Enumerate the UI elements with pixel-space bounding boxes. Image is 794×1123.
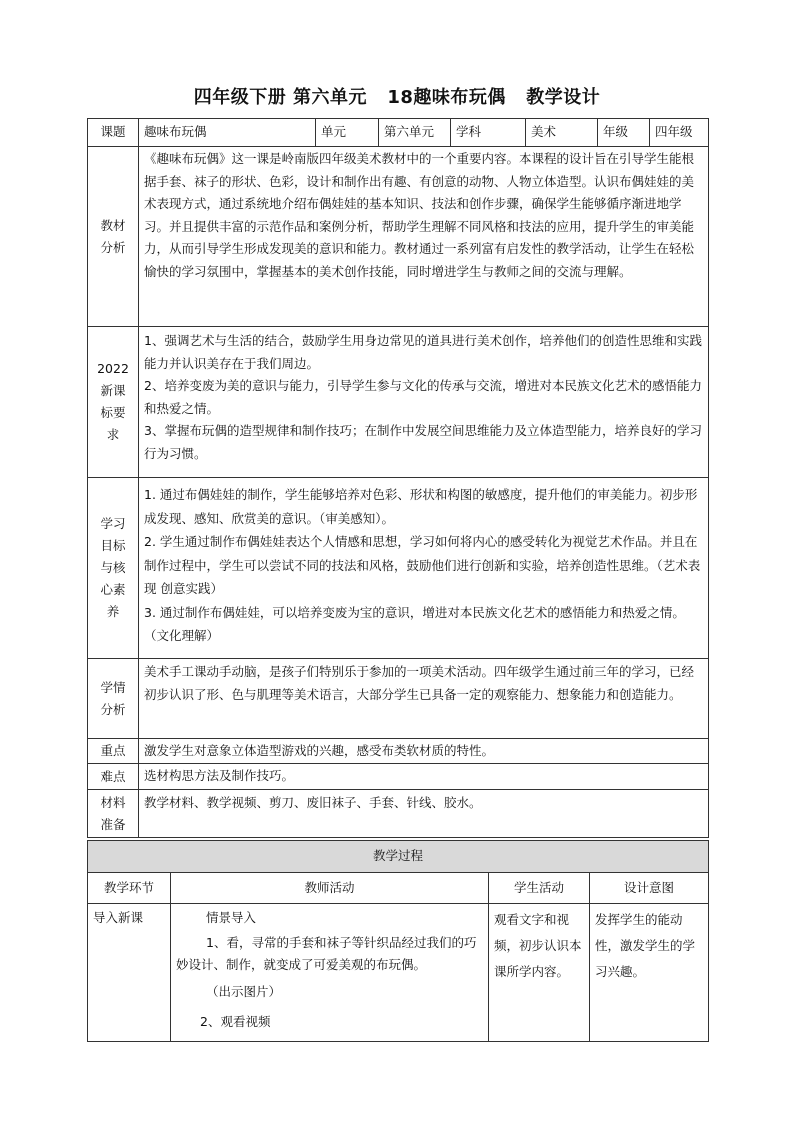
process-heading: 教学过程	[88, 841, 709, 873]
curriculum-standard-text	[139, 327, 709, 478]
difficulty-label: 难点	[88, 764, 139, 790]
subject-label: 学科	[451, 119, 526, 147]
grade-value: 四年级	[650, 119, 709, 147]
standard-item: 3、掌握布玩偶的造型规律和制作技巧；在制作中发展空间思维能力及立体造型能力，培养良好的学习行为习惯。	[144, 423, 702, 461]
topic-label: 课题	[88, 119, 139, 147]
goal-item: 2. 学生通过制作布偶娃娃表达个人情感和思想，学习如何将内心的感受转化为视觉艺术作品。并且在制作过程中，学生可以尝试不同的技法和风格，鼓励他们进行创新和实验，培养创造性思维。（艺术表现 创意实践）	[144, 534, 701, 596]
teacher-line-2: 1、看，寻常的手套和袜子等针织品经过我们的巧妙设计、制作，就变成了可爱美观的布玩偶。	[176, 934, 477, 972]
design-intent-cell: 发挥学生的能动性，激发学生的学习兴趣。	[590, 904, 709, 1042]
student-analysis-text: 美术手工课动手动脑，是孩子们特别乐于参加的一项美术活动。四年级学生通过前三年的学习，已经初步认识了形、色与肌理等美术语言，大部分学生已具备一定的观察能力、想象能力和创造能力。	[139, 659, 709, 739]
teacher-line-4: 2、观看视频	[200, 1014, 271, 1029]
grade-label: 年级	[598, 119, 650, 147]
page-title: 四年级下册 第六单元 18趣味布玩偶 教学设计	[193, 87, 601, 108]
process-row-intro	[88, 904, 709, 1042]
lesson-info-table	[87, 118, 709, 838]
learning-goals-text	[139, 478, 709, 659]
materials-row	[88, 790, 709, 838]
curriculum-standard-label: 2022 新课 标要 求	[88, 327, 139, 478]
student-analysis-row	[88, 659, 709, 739]
teacher-line-1: 情景导入	[206, 910, 257, 925]
student-activity-cell: 观看文字和视频，初步认识本课所学内容。	[489, 904, 590, 1042]
material-analysis-row	[88, 147, 709, 327]
key-point-text: 激发学生对意象立体造型游戏的兴趣，感受布类软材质的特性。	[139, 739, 709, 764]
difficulty-row	[88, 764, 709, 790]
column-stage: 教学环节	[88, 873, 171, 904]
curriculum-standard-row	[88, 327, 709, 478]
goal-item: 1. 通过布偶娃娃的制作，学生能够培养对色彩、形状和构图的敏感度，提升他们的审美能力。初步形成发现、感知、欣赏美的意识。（审美感知）。	[144, 487, 698, 526]
topic-value: 趣味布玩偶	[139, 119, 316, 147]
teacher-activity-cell	[171, 904, 489, 1042]
unit-label: 单元	[316, 119, 379, 147]
standard-item: 1、强调艺术与生活的结合，鼓励学生用身边常见的道具进行美术创作，培养他们的创造性思维和实践能力并认识美存在于我们周边。	[144, 333, 702, 371]
learning-goals-label: 学习 目标 与核 心素 养	[88, 478, 139, 659]
process-heading-row	[88, 841, 709, 873]
key-point-label: 重点	[88, 739, 139, 764]
teaching-process-table	[87, 840, 709, 1042]
process-columns-row	[88, 873, 709, 904]
subject-value: 美术	[526, 119, 598, 147]
header-row	[88, 119, 709, 147]
materials-text: 教学材料、教学视频、剪刀、废旧袜子、手套、针线、胶水。	[139, 790, 709, 838]
material-analysis-label: 教材 分析	[88, 147, 139, 327]
stage-cell: 导入新课	[88, 904, 171, 1042]
teacher-line-3: （出示图片）	[206, 983, 282, 999]
goal-item: 3. 通过制作布偶娃娃，可以培养变废为宝的意识，增进对本民族文化艺术的感悟能力和热爱之情。（文化理解）	[144, 604, 685, 643]
key-point-row	[88, 739, 709, 764]
column-student: 学生活动	[489, 873, 590, 904]
standard-item: 2、培养变废为美的意识与能力，引导学生参与文化的传承与交流，增进对本民族文化艺术的感悟能力和热爱之情。	[144, 378, 702, 416]
student-analysis-label: 学情 分析	[88, 659, 139, 739]
materials-label: 材料 准备	[88, 790, 139, 838]
column-teacher: 教师活动	[171, 873, 489, 904]
material-analysis-text: 《趣味布玩偶》这一课是岭南版四年级美术教材中的一个重要内容。本课程的设计旨在引导学生能根据手套、袜子的形状、色彩，设计和制作出有趣、有创意的动物、人物立体造型。认识布偶娃娃的美术表现方式，通过系统地介绍布偶娃娃的基本知识、技法和创作步骤，确保学生能够循序渐进地学习。并且提供丰富的示范作品和案例分析，帮助学生理解不同风格和技法的应用，提升学生的审美能力，从而引导学生形成发现美的意识和能力。教材通过一系列富有启发性的教学活动，让学生在轻松愉快的学习氛围中，掌握基本的美术创作技能，同时增进学生与教师之间的交流与理解。	[139, 147, 709, 327]
learning-goals-row	[88, 478, 709, 659]
difficulty-text: 选材构思方法及制作技巧。	[139, 764, 709, 790]
column-intent: 设计意图	[590, 873, 709, 904]
unit-value: 第六单元	[379, 119, 451, 147]
